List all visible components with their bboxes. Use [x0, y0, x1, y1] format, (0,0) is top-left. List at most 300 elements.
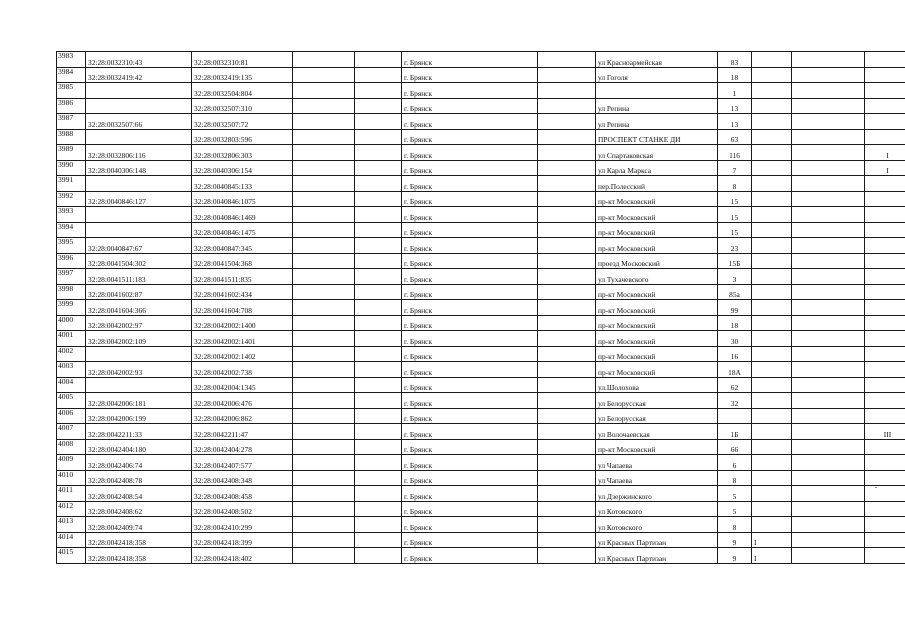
empty-cell	[538, 470, 596, 486]
street-cell: пр-кт Московский	[596, 284, 718, 300]
empty-cell	[355, 114, 402, 130]
table-row	[57, 67, 905, 83]
empty-cell	[792, 269, 865, 285]
building-cadastral-cell: 32:28:0042002:1401	[192, 331, 293, 347]
building-cadastral-cell: 32:28:0041511:835	[192, 269, 293, 285]
table-row	[57, 346, 905, 362]
empty-cell	[538, 207, 596, 223]
empty-cell	[293, 532, 355, 548]
extra-cell	[865, 98, 905, 114]
empty-cell	[792, 548, 865, 564]
empty-cell	[355, 548, 402, 564]
land-cadastral-cell: 32:28:0041504:302	[86, 253, 192, 269]
row-number-cell: 3986	[57, 98, 86, 114]
street-cell: пр-кт Московский	[596, 191, 718, 207]
street-cell: ул Красных Партизан	[596, 548, 718, 564]
empty-cell	[355, 377, 402, 393]
extra-cell	[865, 470, 905, 486]
land-cadastral-cell: 32:28:0032419:42	[86, 67, 192, 83]
empty-cell	[293, 408, 355, 424]
street-cell: пр-кт Московский	[596, 238, 718, 254]
house-number-cell: 8	[718, 517, 752, 533]
row-number-cell: 3998	[57, 284, 86, 300]
flag-cell	[752, 238, 792, 254]
street-cell: ул Волочаевская	[596, 424, 718, 440]
land-cadastral-cell: 32:28:0032806:116	[86, 145, 192, 161]
street-cell: ул.Шолохова	[596, 377, 718, 393]
land-cadastral-cell	[86, 176, 192, 192]
empty-cell	[293, 284, 355, 300]
empty-cell	[355, 501, 402, 517]
empty-cell	[538, 83, 596, 99]
empty-cell	[792, 455, 865, 471]
empty-cell	[538, 331, 596, 347]
empty-cell	[355, 191, 402, 207]
extra-cell: I	[865, 160, 905, 176]
empty-cell	[355, 145, 402, 161]
extra-cell	[865, 548, 905, 564]
city-cell: г. Брянск	[402, 517, 538, 533]
building-cadastral-cell: 32:28:0042410:299	[192, 517, 293, 533]
house-number-cell: 6	[718, 455, 752, 471]
land-cadastral-cell: 32:28:0042408:78	[86, 470, 192, 486]
land-cadastral-cell: 32:28:0042409:74	[86, 517, 192, 533]
table-row	[57, 176, 905, 192]
city-cell: г. Брянск	[402, 470, 538, 486]
empty-cell	[538, 548, 596, 564]
house-number-cell: 83	[718, 52, 752, 68]
empty-cell	[293, 501, 355, 517]
city-cell: г. Брянск	[402, 331, 538, 347]
flag-cell	[752, 176, 792, 192]
city-cell: г. Брянск	[402, 455, 538, 471]
table-row	[57, 269, 905, 285]
table-row	[57, 129, 905, 145]
empty-cell	[792, 222, 865, 238]
street-cell: ул Чапаева	[596, 455, 718, 471]
house-number-cell: 18А	[718, 362, 752, 378]
empty-cell	[538, 393, 596, 409]
house-number-cell: 5	[718, 501, 752, 517]
land-cadastral-cell: 32:28:0042211:33	[86, 424, 192, 440]
flag-cell	[752, 470, 792, 486]
empty-cell	[355, 470, 402, 486]
house-number-cell: 9	[718, 548, 752, 564]
row-number-cell: 4015	[57, 548, 86, 564]
land-cadastral-cell	[86, 129, 192, 145]
empty-cell	[538, 238, 596, 254]
land-cadastral-cell: 32:28:0042418:358	[86, 532, 192, 548]
city-cell: г. Брянск	[402, 191, 538, 207]
city-cell: г. Брянск	[402, 145, 538, 161]
street-cell: пр-кт Московский	[596, 300, 718, 316]
empty-cell	[538, 253, 596, 269]
street-cell: ул Репина	[596, 114, 718, 130]
row-number-cell: 4014	[57, 532, 86, 548]
empty-cell	[293, 300, 355, 316]
empty-cell	[293, 424, 355, 440]
house-number-cell: 30	[718, 331, 752, 347]
flag-cell	[752, 222, 792, 238]
building-cadastral-cell: 32:28:0042408:458	[192, 486, 293, 502]
row-number-cell: 4004	[57, 377, 86, 393]
empty-cell	[538, 486, 596, 502]
house-number-cell: 63	[718, 129, 752, 145]
table-row	[57, 52, 905, 68]
flag-cell	[752, 393, 792, 409]
city-cell: г. Брянск	[402, 548, 538, 564]
house-number-cell: 16	[718, 346, 752, 362]
row-number-cell: 4002	[57, 346, 86, 362]
empty-cell	[355, 315, 402, 331]
empty-cell	[293, 470, 355, 486]
house-number-cell: 99	[718, 300, 752, 316]
row-number-cell: 3985	[57, 83, 86, 99]
empty-cell	[538, 532, 596, 548]
building-cadastral-cell: 32:28:0040846:1469	[192, 207, 293, 223]
land-cadastral-cell: 32:28:0040847:67	[86, 238, 192, 254]
empty-cell	[355, 408, 402, 424]
flag-cell	[752, 455, 792, 471]
land-cadastral-cell: 32:28:0042006:199	[86, 408, 192, 424]
extra-cell	[865, 486, 905, 502]
city-cell: г. Брянск	[402, 253, 538, 269]
extra-cell	[865, 253, 905, 269]
house-number-cell: 8	[718, 470, 752, 486]
extra-cell	[865, 455, 905, 471]
table-row	[57, 408, 905, 424]
table-row	[57, 253, 905, 269]
extra-cell	[865, 67, 905, 83]
empty-cell	[355, 300, 402, 316]
empty-cell	[792, 300, 865, 316]
house-number-cell: 32	[718, 393, 752, 409]
empty-cell	[355, 331, 402, 347]
extra-cell	[865, 300, 905, 316]
flag-cell	[752, 315, 792, 331]
row-number-cell: 3983	[57, 52, 86, 68]
building-cadastral-cell: 32:28:0040846:1075	[192, 191, 293, 207]
flag-cell	[752, 408, 792, 424]
empty-cell	[355, 439, 402, 455]
extra-cell	[865, 207, 905, 223]
city-cell: г. Брянск	[402, 501, 538, 517]
city-cell: г. Брянск	[402, 408, 538, 424]
flag-cell	[752, 207, 792, 223]
street-cell: пр-кт Московский	[596, 439, 718, 455]
land-cadastral-cell: 32:28:0040846:127	[86, 191, 192, 207]
building-cadastral-cell: 32:28:0040306:154	[192, 160, 293, 176]
extra-cell	[865, 222, 905, 238]
empty-cell	[355, 52, 402, 68]
empty-cell	[538, 160, 596, 176]
land-cadastral-cell: 32:28:0042408:54	[86, 486, 192, 502]
row-number-cell: 3992	[57, 191, 86, 207]
table-row	[57, 362, 905, 378]
extra-cell: III	[865, 424, 905, 440]
empty-cell	[538, 114, 596, 130]
extra-cell	[865, 315, 905, 331]
land-cadastral-cell: 32:28:0041511:183	[86, 269, 192, 285]
empty-cell	[293, 52, 355, 68]
city-cell: г. Брянск	[402, 98, 538, 114]
flag-cell	[752, 486, 792, 502]
empty-cell	[792, 253, 865, 269]
house-number-cell: 62	[718, 377, 752, 393]
table-row	[57, 377, 905, 393]
city-cell: г. Брянск	[402, 424, 538, 440]
empty-cell	[355, 160, 402, 176]
house-number-cell: 7	[718, 160, 752, 176]
table-row	[57, 98, 905, 114]
table-row	[57, 300, 905, 316]
street-cell: ул Карла Маркса	[596, 160, 718, 176]
row-number-cell: 4000	[57, 315, 86, 331]
empty-cell	[792, 362, 865, 378]
empty-cell	[293, 315, 355, 331]
row-number-cell: 4008	[57, 439, 86, 455]
street-cell: ул Котовского	[596, 501, 718, 517]
row-number-cell: 3997	[57, 269, 86, 285]
extra-cell	[865, 114, 905, 130]
building-cadastral-cell: 32:28:0042418:402	[192, 548, 293, 564]
table-row	[57, 191, 905, 207]
row-number-cell: 4010	[57, 470, 86, 486]
empty-cell	[538, 284, 596, 300]
land-cadastral-cell: 32:28:0042002:109	[86, 331, 192, 347]
house-number-cell: 13	[718, 114, 752, 130]
row-number-cell: 4007	[57, 424, 86, 440]
city-cell: г. Брянск	[402, 269, 538, 285]
empty-cell	[355, 253, 402, 269]
empty-cell	[293, 486, 355, 502]
land-cadastral-cell	[86, 346, 192, 362]
empty-cell	[538, 517, 596, 533]
empty-cell	[792, 160, 865, 176]
row-number-cell: 3999	[57, 300, 86, 316]
flag-cell	[752, 160, 792, 176]
empty-cell	[293, 83, 355, 99]
empty-cell	[538, 191, 596, 207]
empty-cell	[293, 517, 355, 533]
street-cell: ул Белорусская	[596, 408, 718, 424]
empty-cell	[355, 176, 402, 192]
house-number-cell: 18	[718, 315, 752, 331]
land-cadastral-cell: 32:28:0042404:180	[86, 439, 192, 455]
flag-cell	[752, 98, 792, 114]
empty-cell	[538, 269, 596, 285]
table-row	[57, 393, 905, 409]
empty-cell	[293, 98, 355, 114]
building-cadastral-cell: 32:28:0042211:47	[192, 424, 293, 440]
table-row	[57, 501, 905, 517]
house-number-cell: 8	[718, 176, 752, 192]
table-row	[57, 83, 905, 99]
empty-cell	[293, 176, 355, 192]
table-row	[57, 284, 905, 300]
empty-cell	[538, 346, 596, 362]
empty-cell	[355, 486, 402, 502]
row-number-cell: 4013	[57, 517, 86, 533]
empty-cell	[792, 393, 865, 409]
empty-cell	[792, 501, 865, 517]
table-row	[57, 114, 905, 130]
extra-cell	[865, 532, 905, 548]
empty-cell	[538, 362, 596, 378]
empty-cell	[355, 207, 402, 223]
house-number-cell	[718, 408, 752, 424]
flag-cell	[752, 362, 792, 378]
flag-cell	[752, 269, 792, 285]
flag-cell	[752, 424, 792, 440]
flag-cell	[752, 284, 792, 300]
building-cadastral-cell: 32:28:0040847:345	[192, 238, 293, 254]
street-cell: пр-кт Московский	[596, 362, 718, 378]
extra-cell	[865, 176, 905, 192]
flag-cell	[752, 517, 792, 533]
land-cadastral-cell	[86, 377, 192, 393]
row-number-cell: 3991	[57, 176, 86, 192]
extra-cell	[865, 83, 905, 99]
house-number-cell: 9	[718, 532, 752, 548]
building-cadastral-cell: 32:28:0040846:1475	[192, 222, 293, 238]
building-cadastral-cell: 32:28:0042006:476	[192, 393, 293, 409]
building-cadastral-cell: 32:28:0042408:502	[192, 501, 293, 517]
empty-cell	[293, 346, 355, 362]
empty-cell	[293, 439, 355, 455]
land-cadastral-cell: 32:28:0042406:74	[86, 455, 192, 471]
empty-cell	[293, 253, 355, 269]
house-number-cell: 15Б	[718, 253, 752, 269]
flag-cell	[752, 331, 792, 347]
flag-cell	[752, 253, 792, 269]
empty-cell	[355, 67, 402, 83]
empty-cell	[355, 455, 402, 471]
city-cell: г. Брянск	[402, 362, 538, 378]
empty-cell	[792, 176, 865, 192]
house-number-cell: 23	[718, 238, 752, 254]
extra-cell	[865, 129, 905, 145]
table-row	[57, 207, 905, 223]
empty-cell	[538, 424, 596, 440]
building-cadastral-cell: 32:28:0042002:1402	[192, 346, 293, 362]
empty-cell	[293, 67, 355, 83]
flag-cell	[752, 83, 792, 99]
row-number-cell: 4011	[57, 486, 86, 502]
city-cell: г. Брянск	[402, 238, 538, 254]
house-number-cell: 13	[718, 98, 752, 114]
land-cadastral-cell: 32:28:0041604:366	[86, 300, 192, 316]
flag-cell	[752, 67, 792, 83]
empty-cell	[355, 424, 402, 440]
land-cadastral-cell: 32:28:0042006:181	[86, 393, 192, 409]
empty-cell	[792, 346, 865, 362]
city-cell: г. Брянск	[402, 284, 538, 300]
empty-cell	[792, 238, 865, 254]
empty-cell	[355, 346, 402, 362]
street-cell: ул Красноармейская	[596, 52, 718, 68]
empty-cell	[792, 408, 865, 424]
row-number-cell: 3989	[57, 145, 86, 161]
empty-cell	[538, 377, 596, 393]
extra-cell	[865, 517, 905, 533]
city-cell: г. Брянск	[402, 222, 538, 238]
empty-cell	[538, 315, 596, 331]
flag-cell	[752, 501, 792, 517]
empty-cell	[792, 470, 865, 486]
table-row	[57, 532, 905, 548]
empty-cell	[538, 222, 596, 238]
flag-cell	[752, 377, 792, 393]
row-number-cell: 4009	[57, 455, 86, 471]
empty-cell	[293, 160, 355, 176]
row-number-cell: 3987	[57, 114, 86, 130]
flag-cell: I	[752, 548, 792, 564]
empty-cell	[538, 145, 596, 161]
table-row	[57, 424, 905, 440]
city-cell: г. Брянск	[402, 176, 538, 192]
street-cell: ПРОСПЕКТ СТАНКЕ ДИ	[596, 129, 718, 145]
empty-cell	[792, 517, 865, 533]
row-number-cell: 4001	[57, 331, 86, 347]
empty-cell	[355, 362, 402, 378]
street-cell: ул Репина	[596, 98, 718, 114]
building-cadastral-cell: 32:28:0032507:72	[192, 114, 293, 130]
empty-cell	[293, 129, 355, 145]
building-cadastral-cell: 32:28:0041602:434	[192, 284, 293, 300]
flag-cell	[752, 52, 792, 68]
city-cell: г. Брянск	[402, 114, 538, 130]
empty-cell	[792, 424, 865, 440]
empty-cell	[792, 83, 865, 99]
building-cadastral-cell: 32:28:0042418:399	[192, 532, 293, 548]
extra-cell	[865, 362, 905, 378]
table-row	[57, 315, 905, 331]
empty-cell	[792, 439, 865, 455]
empty-cell	[293, 114, 355, 130]
land-cadastral-cell: 32:28:0040306:148	[86, 160, 192, 176]
building-cadastral-cell: 32:28:0041504:368	[192, 253, 293, 269]
empty-cell	[293, 238, 355, 254]
empty-cell	[293, 145, 355, 161]
city-cell: г. Брянск	[402, 52, 538, 68]
city-cell: г. Брянск	[402, 300, 538, 316]
empty-cell	[355, 238, 402, 254]
house-number-cell: 15	[718, 191, 752, 207]
empty-cell	[538, 67, 596, 83]
row-number-cell: 4003	[57, 362, 86, 378]
building-cadastral-cell: 32:28:0042404:278	[192, 439, 293, 455]
building-cadastral-cell: 32:28:0032310:81	[192, 52, 293, 68]
city-cell: г. Брянск	[402, 129, 538, 145]
city-cell: г. Брянск	[402, 439, 538, 455]
empty-cell	[355, 83, 402, 99]
house-number-cell: 15	[718, 222, 752, 238]
building-cadastral-cell: 32:28:0042002:1400	[192, 315, 293, 331]
house-number-cell: 116	[718, 145, 752, 161]
city-cell: г. Брянск	[402, 377, 538, 393]
empty-cell	[538, 300, 596, 316]
land-cadastral-cell	[86, 222, 192, 238]
row-number-cell: 4006	[57, 408, 86, 424]
street-cell: ул Дзержинского	[596, 486, 718, 502]
street-cell: ул Чапаева	[596, 470, 718, 486]
extra-cell	[865, 238, 905, 254]
row-number-cell: 4012	[57, 501, 86, 517]
empty-cell	[355, 517, 402, 533]
empty-cell	[792, 52, 865, 68]
table-row	[57, 455, 905, 471]
